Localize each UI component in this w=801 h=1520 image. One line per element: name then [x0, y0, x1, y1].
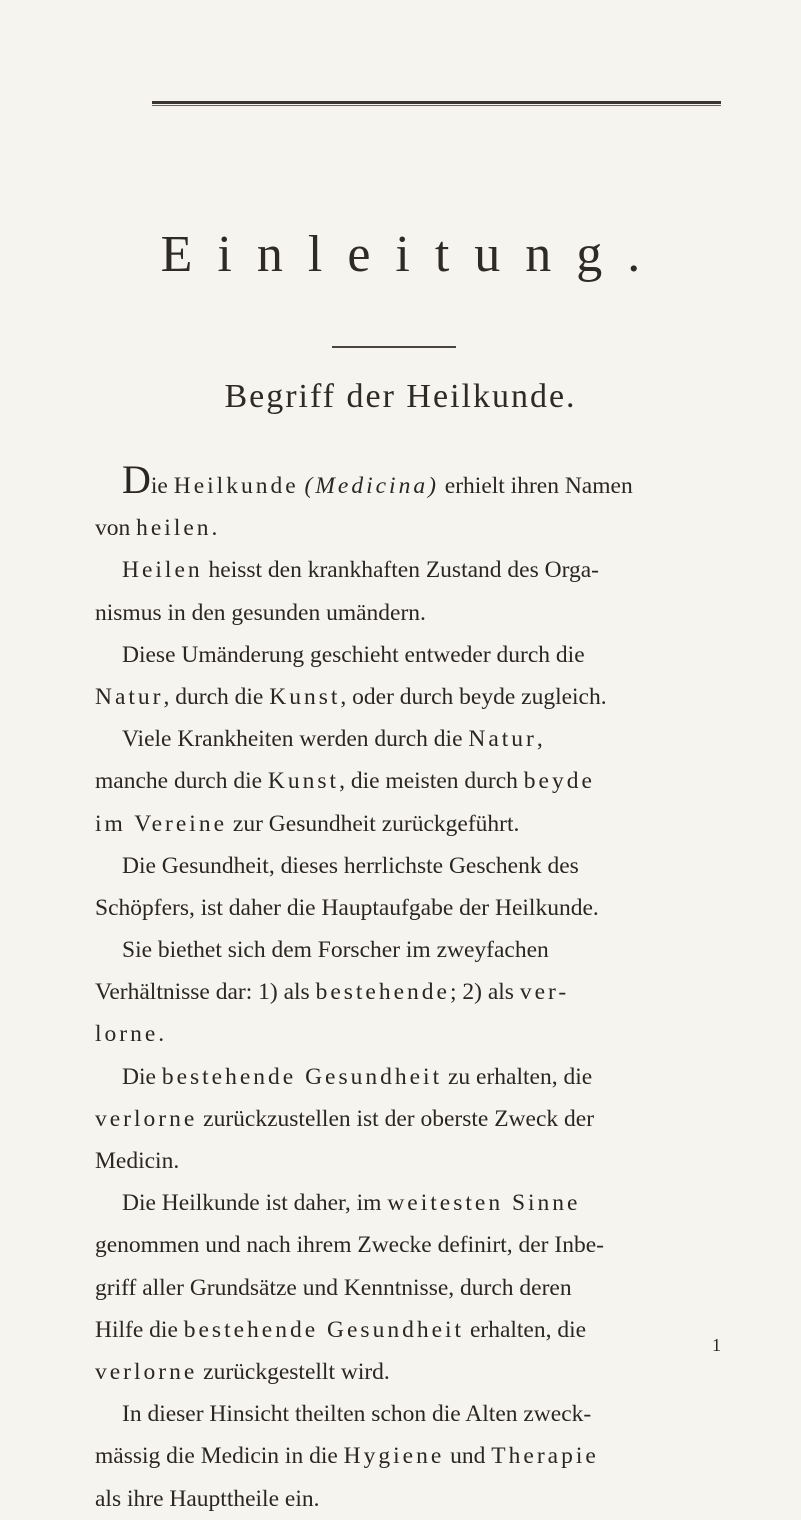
top-rule [152, 101, 721, 106]
text-run: Hilfe die [95, 1316, 184, 1343]
text-line [95, 1478, 735, 1520]
text-run: genommen und nach ihrem Zwecke definirt, der Inbe- [95, 1232, 604, 1259]
text-run: Hygiene [343, 1443, 445, 1470]
text-run: D [122, 457, 151, 502]
text-run: . [158, 1021, 165, 1048]
text-run: Die Heilkunde ist daher, im [122, 1190, 388, 1217]
text-line [95, 634, 735, 676]
page-number: 1 [712, 1335, 721, 1355]
text-run: mässig die Medicin in die [95, 1443, 344, 1470]
text-line [95, 1098, 735, 1140]
text-run: zur Gesundheit zurückgeführt. [227, 810, 520, 837]
text-line [95, 1435, 735, 1477]
text-run: Kunst [269, 683, 341, 710]
text-line [95, 803, 735, 845]
text-run: bestehende Gesundheit [161, 1063, 443, 1090]
text-run: Kunst [267, 768, 340, 795]
text-run: Die Gesundheit, dieses herrlichste Geschenk des [122, 852, 579, 879]
text-run: ie [150, 473, 174, 499]
text-line [95, 1140, 735, 1182]
text-line [95, 887, 735, 929]
text-line [95, 1224, 735, 1266]
text-line [95, 929, 735, 971]
text-run: verlorne [95, 1358, 198, 1385]
text-line [95, 549, 735, 591]
text-line [95, 760, 735, 802]
text-run: ver- [519, 979, 570, 1006]
chapter-title: Einleitung. [160, 226, 666, 283]
section-title: Begriff der Heilkunde. [224, 378, 577, 415]
text-line [95, 676, 735, 718]
text-run: erhalten, die [464, 1316, 587, 1343]
text-run: nismus in den gesunden umändern. [95, 599, 426, 626]
text-line [95, 457, 735, 507]
body-text [95, 457, 735, 1520]
text-line [95, 1393, 735, 1435]
text-run: Schöpfers, ist daher die Hauptaufgabe der Heilkunde. [95, 894, 599, 921]
text-line [95, 592, 735, 634]
text-line [95, 845, 735, 887]
text-line [95, 1351, 735, 1393]
text-run: als ihre Haupttheile ein. [95, 1485, 320, 1512]
text-run: , oder durch beyde zugleich. [340, 683, 607, 710]
text-line [95, 1267, 735, 1309]
text-run: , [536, 726, 543, 753]
text-run: verlorne [95, 1105, 198, 1132]
text-run: zurückgestellt wird. [197, 1358, 390, 1385]
text-run: und [444, 1443, 492, 1470]
text-run: Heilkunde [173, 473, 299, 499]
text-run: Therapie [491, 1443, 599, 1470]
text-run: erhielt ihren Namen [438, 473, 633, 499]
text-run: im Vereine [95, 810, 228, 837]
text-run: manche durch die [95, 768, 268, 795]
text-run: (Medicina) [304, 473, 439, 499]
text-run: Natur [95, 683, 164, 710]
text-run: Heilen [122, 557, 203, 584]
text-run: weitesten Sinne [387, 1190, 581, 1217]
text-line [95, 971, 735, 1013]
text-run: heisst den krankhaften Zustand des Orga- [202, 557, 599, 584]
text-run: , durch die [163, 683, 270, 710]
text-run: ; 2) als [449, 979, 520, 1006]
text-run: zu erhalten, die [442, 1063, 593, 1090]
text-run: zurückzustellen ist der oberste Zweck der [197, 1105, 595, 1132]
text-run: , die meisten durch [339, 768, 524, 795]
text-line [95, 718, 735, 760]
text-run: Natur [468, 726, 537, 753]
text-run: . [211, 515, 218, 542]
text-run: heilen [136, 515, 212, 542]
text-run: griff aller Grundsätze und Kenntnisse, durch deren [95, 1274, 572, 1301]
text-line [95, 1013, 735, 1055]
text-run: von [95, 515, 137, 542]
text-line [95, 507, 735, 549]
text-line [95, 1309, 735, 1351]
text-run: Viele Krankheiten werden durch die [122, 726, 469, 753]
text-run: Diese Umänderung geschieht entweder durch die [122, 641, 585, 668]
text-run: lorne [95, 1021, 159, 1048]
text-run: Die [122, 1063, 162, 1090]
text-run: bestehende Gesundheit [183, 1316, 465, 1343]
text-line [95, 1182, 735, 1224]
text-run: Medicin. [95, 1148, 180, 1174]
text-run: bestehende [315, 979, 450, 1006]
text-line [95, 1056, 735, 1098]
text-run: In dieser Hinsicht theilten schon die Alten zweck- [122, 1401, 592, 1428]
text-run: Verhältnisse dar: 1) als [95, 979, 316, 1006]
divider-rule [332, 346, 456, 348]
text-run: Sie biethet sich dem Forscher im zweyfachen [122, 937, 549, 964]
text-run: beyde [523, 768, 595, 795]
